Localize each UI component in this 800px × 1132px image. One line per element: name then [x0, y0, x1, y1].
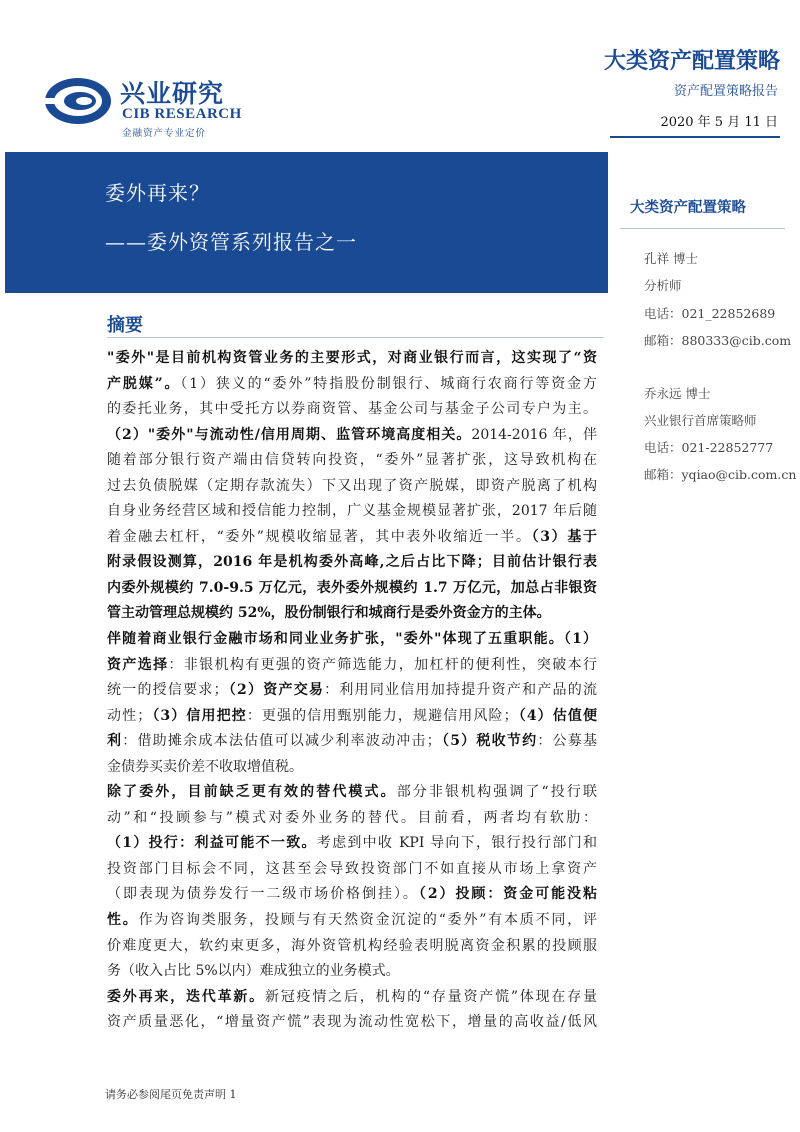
abstract-divider [107, 337, 604, 338]
sidebar-heading: 大类资产配置策略 [630, 200, 746, 216]
text-line: 性。作为咨询类服务，投顾与有天然资金沉淀的“委外”有本质不同，评 [107, 912, 597, 929]
text-line: 内委外规模约 7.0-9.5 万亿元，表外委外规模约 1.7 万亿元，加总占非银资 [107, 579, 597, 596]
text-line: （即表现为债券发行一二级市场价格倒挂）。（2）投顾：资金可能没粘 [107, 886, 597, 903]
analyst-email[interactable]: 邮箱：880333@cib.com [644, 333, 792, 348]
disclaimer-note[interactable]: 请务必参阅尾页免责声明 [105, 1088, 226, 1101]
text-line: 动性；（3）信用把控：更强的信用甄别能力，规避信用风险；（4）估值便 [107, 707, 597, 724]
analyst-name: 孔祥 博士 [644, 251, 698, 266]
text-line: 着金融去杠杆，“委外”规模收缩显著，其中表外收缩近一半。（3）基于 [107, 528, 597, 545]
logo-english-name: CIB RESEARCH [122, 106, 242, 122]
text-line: 务（收入占比 5%以内）难成独立的业务模式。 [107, 963, 400, 980]
report-title: 委外再来？ [105, 181, 210, 205]
text-line: 资产选择：非银机构有更强的资产筛选能力，加杠杆的便利性，突破本行 [107, 656, 597, 673]
sidebar-divider [620, 228, 785, 229]
abstract-body [107, 346, 597, 1036]
text-line: 随着部分银行资产端由信贷转向投资，“委外”显著扩张，这导致机构在 [107, 452, 597, 469]
abstract-heading: 摘要 [107, 315, 143, 336]
report-type: 资产配置策略报告 [673, 84, 778, 99]
text-line: 自身业务经营区域和授信能力控制，广义基金规模显著扩张，2017 年后随 [107, 503, 597, 520]
text-line: 附录假设测算，2016 年是机构委外高峰,之后占比下降；目前估计银行表 [107, 554, 597, 571]
report-date: 2020 年 5 月 11 日 [660, 115, 778, 130]
logo-chinese-name: 兴业研究 [120, 79, 225, 108]
analyst-role: 分析师 [644, 278, 682, 293]
cib-research-logo [44, 72, 244, 142]
text-line: 除了委外，目前缺乏更有效的替代模式。部分非银机构强调了“投行联 [107, 784, 597, 801]
logo-tagline: 金融资产专业定价 [122, 128, 207, 139]
text-line: 动”和“投顾参与”模式对委外业务的替代。目前看，两者均有软肋： [107, 809, 597, 826]
analyst-phone: 电话：021-22852777 [644, 440, 774, 455]
page-number: 1 [229, 1088, 237, 1101]
text-line: 投资部门目标会不同，这甚至会导致投资部门不如直接从市场上拿资产 [107, 860, 597, 877]
analyst-role: 兴业银行首席策略师 [644, 413, 757, 428]
header-divider [610, 136, 780, 138]
analyst-name: 乔永远 博士 [644, 386, 711, 401]
analyst-email[interactable]: 邮箱：yqiao@cib.com.cn [644, 467, 797, 482]
page-footer [105, 1086, 237, 1102]
analyst-phone: 电话：021_22852689 [644, 306, 776, 321]
text-line: 过去负债脱媒（定期存款流失）下又出现了资产脱媒，即资产脱离了机构 [107, 477, 597, 494]
text-line: 价难度更大，软约束更多，海外资管机构经验表明脱离资金积累的投顾服 [107, 937, 597, 954]
cib-logo-icon [44, 76, 112, 126]
title-banner [5, 152, 608, 293]
report-category-title: 大类资产配置策略 [603, 49, 780, 74]
text-line: 伴随着商业银行金融市场和同业业务扩张，"委外"体现了五重职能。（1） [107, 631, 597, 648]
text-line: 的委托业务，其中受托方以券商资管、基金公司与基金子公司专户为主。 [107, 401, 597, 418]
report-subtitle: ——委外资管系列报告之一 [105, 230, 357, 254]
text-line: 统一的授信要求；（2）资产交易：利用同业信用加持提升资产和产品的流 [107, 682, 597, 699]
text-line: 资产质量恶化，“增量资产慌”表现为流动性宽松下，增量的高收益/低风 [107, 1014, 597, 1031]
text-line: （1）投行：利益可能不一致。考虑到中收 KPI 导向下，银行投行部门和 [107, 835, 597, 852]
text-line: 管主动管理总规模约 52%，股份制银行和城商行是委外资金方的主体。 [107, 605, 551, 622]
text-line: "委外"是目前机构资管业务的主要形式，对商业银行而言，这实现了“资 [107, 350, 597, 366]
text-line: 金债券买卖价差不收取增值税。 [107, 758, 303, 775]
text-line: 产脱媒”。（1）狭义的“委外”特指股份制银行、城商行农商行等资金方 [107, 375, 597, 392]
text-line: 利：借助摊余成本法估值可以减少利率波动冲击；（5）税收节约：公募基 [107, 733, 597, 750]
text-line: 委外再来，迭代革新。新冠疫情之后，机构的“存量资产慌”体现在存量 [107, 988, 597, 1005]
text-line: （2）"委外"与流动性/信用周期、监管环境高度相关。2014-2016 年，伴 [107, 426, 597, 443]
